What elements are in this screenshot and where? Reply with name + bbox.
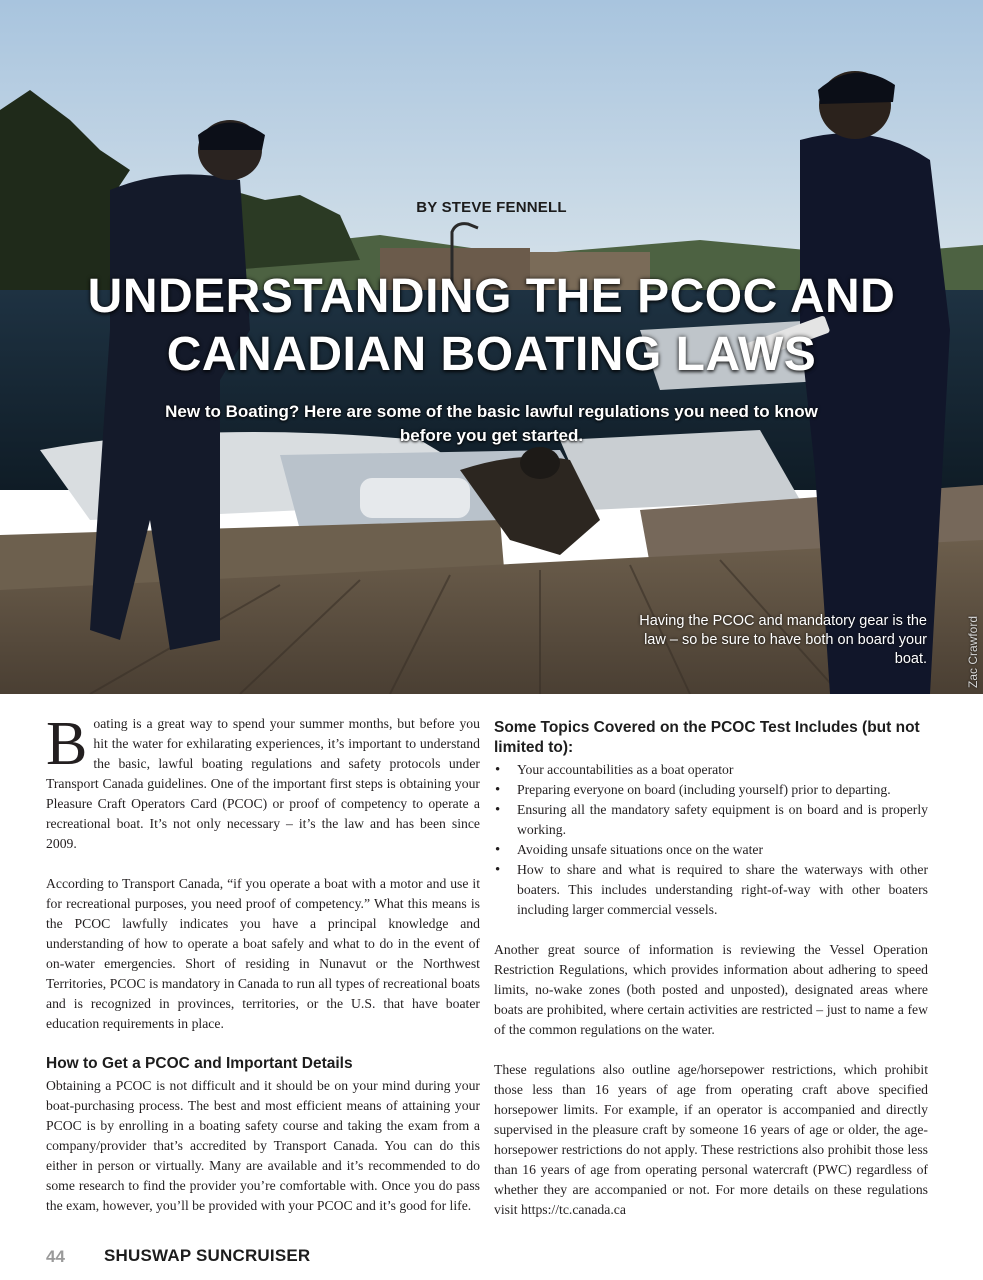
- list-item: • Avoiding unsafe situations once on the water: [494, 840, 928, 860]
- right-column: [494, 714, 928, 1220]
- publication-name: SHUSWAP SUNCRUISER: [104, 1246, 311, 1265]
- section-heading: How to Get a PCOC and Important Details: [46, 1055, 353, 1072]
- intro-text: oating is a great way to spend your summer months, but before you hit the water for exhilarating experiences, it’s important to understand the basic, lawful boating regulations and safety protocols under Transport Canada guidelines. One of the important first steps is obtaining your Pleasure Craft Operators Card (PCOC) or proof of competency to operate a recreational boat. It’s not only necessary – it’s the law and has been since 2009.: [46, 716, 480, 851]
- drop-cap: B: [46, 710, 88, 778]
- photo-credit: Zac Crawford: [966, 615, 980, 688]
- section-heading: Some Topics Covered on the PCOC Test Includes (but not limited to):: [494, 719, 920, 756]
- body-paragraph: According to Transport Canada, “if you operate a boat with a motor and use it for recreational purposes, you need proof of competency.” What this means is the PCOC lawfully indicates you have a principal knowledge and understanding of how to operate a boat safely and what to do in the event of on-water emergencies. Short of residing in Nunavut or the Northwest Territories, PCOC is mandatory in Canada to run all types of recreational boats and is recognized in provinces, territories, or the U.S. that have boater education requirements in place.: [46, 876, 480, 1031]
- body-paragraph: These regulations also outline age/horsepower restrictions, which prohibit those less than 16 years of age from operating craft above specified horsepower limits. For example, if an operator is accompanied and directly supervised in the pleasure craft by someone 16 years of age or older, the age-horsepower restrictions do not apply. These restrictions also prohibit those less than 16 years of age from operating personal watercraft (PWC) regardless of whether they are accompanied or not. For more details on these regulations visit https://tc.canada.ca: [494, 1062, 928, 1217]
- body-paragraph: Obtaining a PCOC is not difficult and it should be on your mind during your boat-purchasing process. The best and most efficient means of attaining your PCOC is by enrolling in a boating safety course and taking the exam from a company/provider that’s accredited by Transport Canada. You can do this either in person or virtually. Many are available and it’s recommended to do some research to find the provider you’re comfortable with. Once you do pass the exam, however, you’ll be provided with your PCOC and it’s good for life.: [46, 1078, 480, 1213]
- standfirst: New to Boating? Here are some of the basic lawful regulations you need to know before you get started.: [165, 402, 818, 445]
- body-paragraph: Another great source of information is reviewing the Vessel Operation Restriction Regulations, which provides information about adhering to speed limits, no-wake zones (both posted and unposted), designated areas where boats are prohibited, where certain activities are restricted – just to name a few of the common regulations on the water.: [494, 942, 928, 1037]
- topics-list: [494, 760, 928, 920]
- page-number: 44: [46, 1247, 65, 1266]
- byline: BY STEVE FENNELL: [416, 199, 567, 216]
- list-item: • Preparing everyone on board (including yourself) prior to departing.: [494, 780, 928, 800]
- photo-caption: Having the PCOC and mandatory gear is the law – so be sure to have both on board your boat.: [639, 613, 927, 667]
- list-item: • How to share and what is required to share the waterways with other boaters. This includes understanding right-of-way with other boaters including larger commercial vessels.: [494, 860, 928, 920]
- intro-paragraph: [46, 710, 480, 854]
- list-item: • Ensuring all the mandatory safety equipment is on board and is properly working.: [494, 800, 928, 840]
- left-column: [46, 710, 480, 1216]
- page-title: UNDERSTANDING THE PCOC AND CANADIAN BOATING LAWS: [87, 270, 896, 381]
- list-item: • Your accountabilities as a boat operator: [494, 760, 928, 780]
